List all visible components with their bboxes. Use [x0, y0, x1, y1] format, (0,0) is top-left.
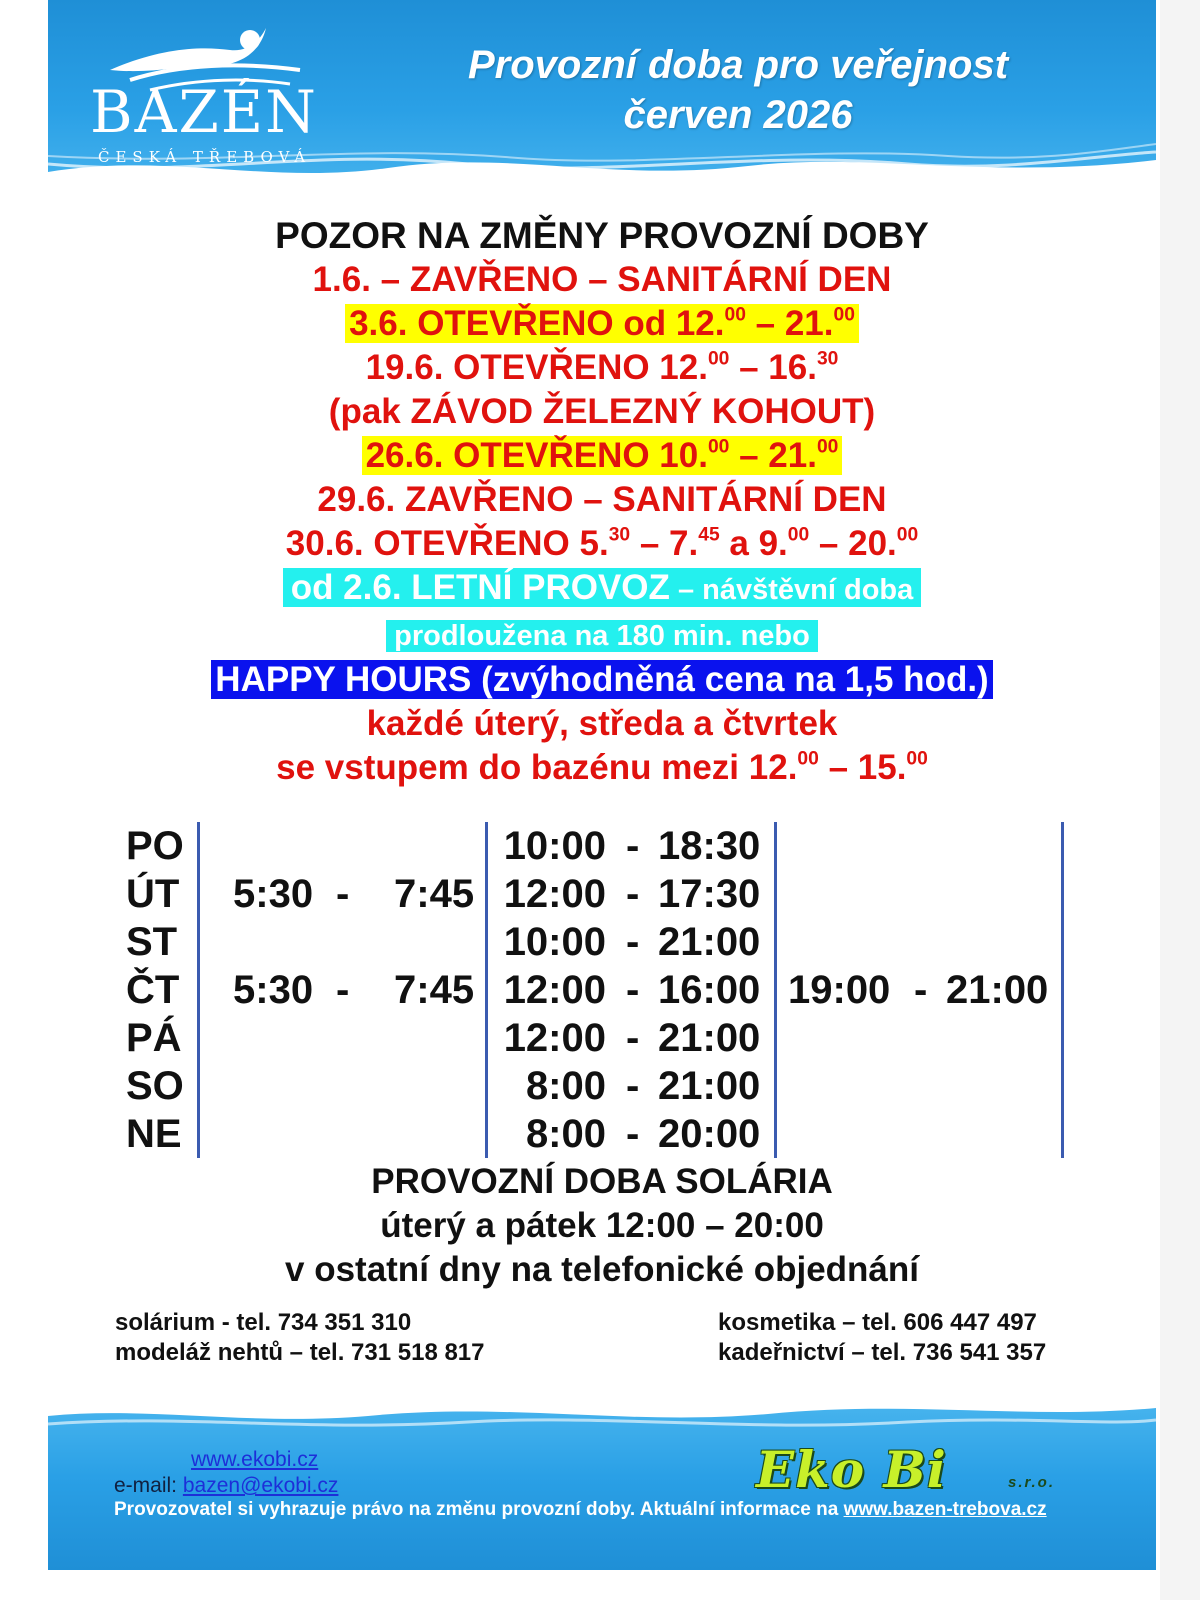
page-title [428, 40, 1048, 140]
time-dash: - [626, 872, 640, 916]
time-value: 20:00 [658, 1112, 761, 1156]
contact-nails: modeláž nehtů – tel. 731 518 817 [115, 1339, 485, 1366]
notice-line-11: každé úterý, středa a čtvrtek [366, 704, 838, 743]
title-line-1: Provozní doba pro veřejnost [467, 43, 1009, 87]
time-dash: - [626, 1064, 640, 1108]
notice-line-1: 1.6. – ZAVŘENO – SANITÁRNÍ DEN [312, 260, 892, 299]
email-line: e-mail: bazen@ekobi.cz [114, 1474, 339, 1497]
time-value: 18:30 [658, 824, 761, 868]
solarium-heading: PROVOZNÍ DOBA SOLÁRIA [371, 1162, 833, 1201]
time-value: 21:00 [658, 1064, 761, 1108]
time-value: 21:00 [946, 968, 1049, 1012]
ekobi-logo: Eko Bi [756, 1440, 947, 1499]
notice-line-2 [48, 302, 1156, 346]
schedule-row [48, 1064, 1156, 1112]
notice-line-12: se vstupem do bazénu mezi 12.00 – 15.00 [276, 748, 928, 787]
disclaimer: Provozovatel si vyhrazuje právo na změnu provozní doby. Aktuální informace na www.bazen-trebova.cz [114, 1499, 1047, 1520]
solarium-line-2: v ostatní dny na telefonické objednání [285, 1250, 919, 1289]
day-label: NE [126, 1112, 182, 1156]
time-dash: - [336, 872, 350, 916]
cyan-highlight: prodloužena na 180 min. nebo [386, 620, 818, 652]
day-label: PO [126, 824, 184, 868]
time-value: 19:00 [788, 968, 891, 1012]
time-value: 8:00 [525, 1064, 606, 1108]
contact-hairdresser: kadeřnictví – tel. 736 541 357 [718, 1339, 1047, 1366]
website-link[interactable]: www.ekobi.cz [191, 1448, 319, 1471]
time-value: 8:00 [525, 1112, 606, 1156]
time-value: 21:00 [658, 1016, 761, 1060]
schedule-row [48, 824, 1156, 872]
logo-subtitle: ČESKÁ TŘEBOVÁ [98, 148, 312, 166]
schedule-row [48, 968, 1156, 1016]
time-value: 7:45 [394, 968, 475, 1012]
wave-decoration [48, 1400, 1156, 1446]
time-value: 5:30 [233, 968, 314, 1012]
solarium-line-1: úterý a pátek 12:00 – 20:00 [380, 1206, 824, 1245]
time-value: 10:00 [503, 920, 606, 964]
time-dash: - [626, 824, 640, 868]
time-dash: - [626, 1016, 640, 1060]
time-value: 10:00 [503, 824, 606, 868]
logo-word: BAZÉN [90, 78, 318, 146]
day-label: ČT [126, 968, 180, 1012]
schedule-changes-notice [48, 214, 1156, 790]
time-dash: - [914, 968, 928, 1012]
time-dash: - [336, 968, 350, 1012]
title-line-2: červen 2026 [623, 93, 853, 137]
cyan-highlight: od 2.6. LETNÍ PROVOZ – návštěvní doba [283, 568, 922, 607]
page-margin-right [1160, 0, 1200, 1600]
time-dash: - [626, 1112, 640, 1156]
day-label: ST [126, 920, 178, 964]
notice-line-7: 30.6. OTEVŘENO 5.30 – 7.45 a 9.00 – 20.00 [285, 524, 919, 563]
time-value: 5:30 [233, 872, 314, 916]
time-value: 12:00 [503, 872, 606, 916]
blue-highlight: HAPPY HOURS (zvýhodněná cena na 1,5 hod.) [211, 660, 992, 699]
schedule-row [48, 1016, 1156, 1064]
bazen-logo [70, 8, 340, 168]
notice-line-9 [48, 612, 1156, 658]
contacts-left [115, 1308, 485, 1368]
contact-cosmetics: kosmetika – tel. 606 447 497 [718, 1309, 1037, 1336]
schedule-row [48, 872, 1156, 920]
schedule-row [48, 920, 1156, 968]
notice-line-10 [48, 658, 1156, 702]
day-label: PÁ [126, 1016, 182, 1060]
time-value: 12:00 [503, 968, 606, 1012]
ekobi-suffix: s.r.o. [1008, 1474, 1056, 1491]
notice-line-8 [48, 566, 1156, 612]
notice-heading: POZOR NA ZMĚNY PROVOZNÍ DOBY [275, 215, 929, 256]
time-dash: - [626, 920, 640, 964]
notice-line-5 [48, 434, 1156, 478]
email-link[interactable]: bazen@ekobi.cz [182, 1474, 339, 1497]
notice-line-6: 29.6. ZAVŘENO – SANITÁRNÍ DEN [317, 480, 887, 519]
notice-line-4: (pak ZÁVOD ŽELEZNÝ KOHOUT) [328, 392, 876, 431]
notice-line-3: 19.6. OTEVŘENO 12.00 – 16.30 [365, 348, 839, 387]
time-value: 12:00 [503, 1016, 606, 1060]
contact-solarium: solárium - tel. 734 351 310 [115, 1309, 412, 1336]
schedule-row [48, 1112, 1156, 1160]
footer-banner [48, 1400, 1156, 1570]
yellow-highlight: 26.6. OTEVŘENO 10.00 – 21.00 [362, 436, 843, 475]
solarium-hours [48, 1160, 1156, 1292]
contacts-right [718, 1308, 1046, 1368]
day-label: ÚT [126, 872, 180, 916]
time-value: 21:00 [658, 920, 761, 964]
info-link[interactable]: www.bazen-trebova.cz [843, 1499, 1047, 1520]
time-value: 16:00 [658, 968, 761, 1012]
header-banner [48, 0, 1156, 200]
time-value: 17:30 [658, 872, 761, 916]
time-dash: - [626, 968, 640, 1012]
day-label: SO [126, 1064, 184, 1108]
yellow-highlight: 3.6. OTEVŘENO od 12.00 – 21.00 [345, 304, 859, 343]
page-margin-left [0, 0, 30, 1600]
time-value: 7:45 [394, 872, 475, 916]
opening-hours-table [48, 822, 1156, 1158]
